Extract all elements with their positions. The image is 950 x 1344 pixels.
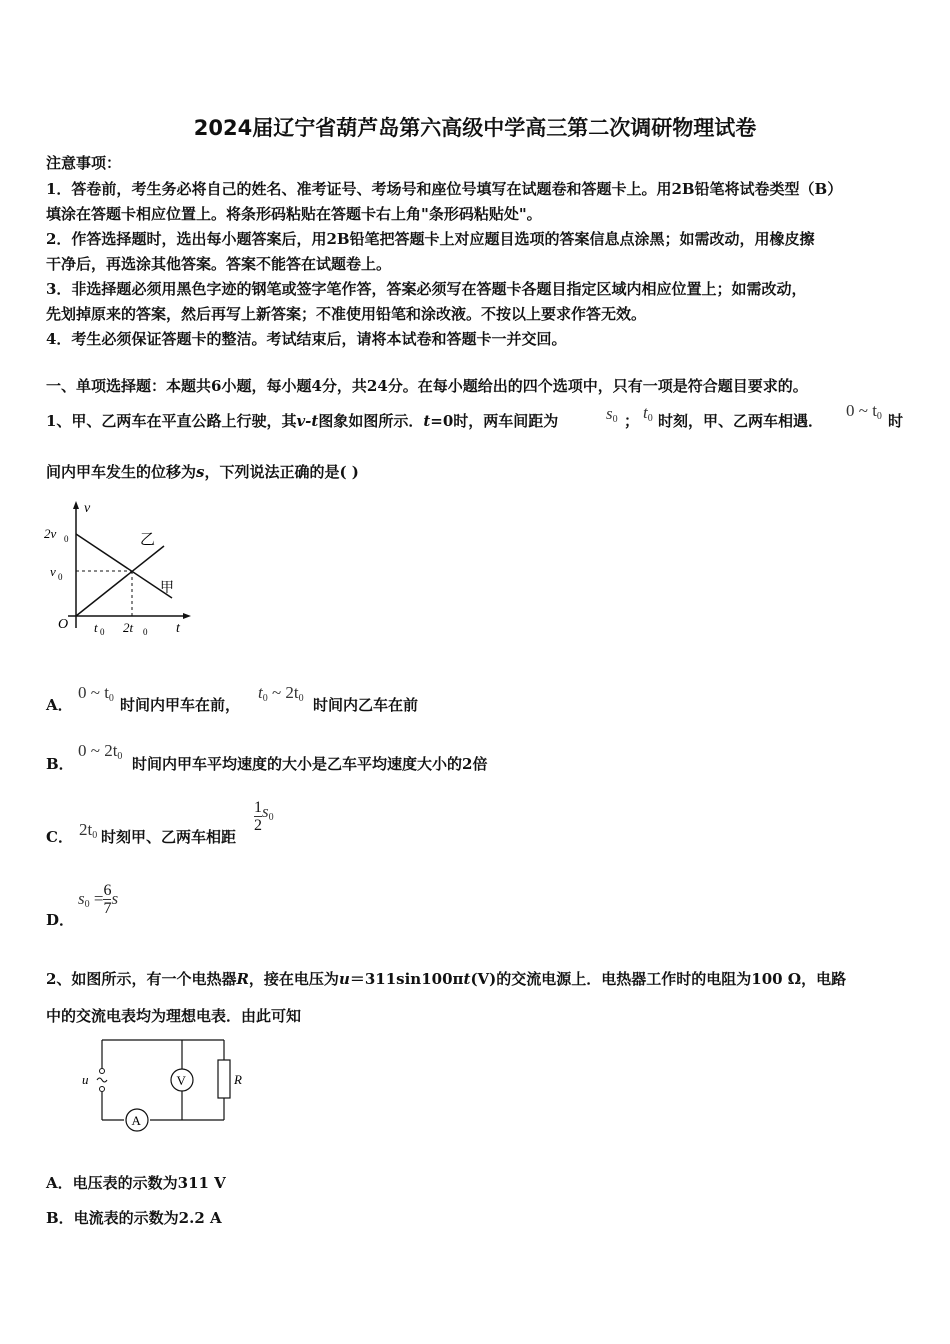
section-heading: 一、单项选择题：本题共6小题，每小题4分，共24分。在每小题给出的四个选项中，只有一项是符合题目要求的。 <box>46 377 808 395</box>
option-b-text: 时间内甲车平均速度的大小是乙车平均速度大小的2倍 <box>132 755 488 773</box>
math-2t0: $2t_0$ <box>79 820 98 841</box>
option-a-text: 时间内甲车在前， <box>120 696 241 714</box>
notice-line: 填涂在答题卡相应位置上。将条形码粘贴在答题卡右上角"条形码粘贴处"。 <box>46 205 542 223</box>
t-axis-label: t <box>176 621 180 636</box>
math-t0: $t_0$ <box>643 403 653 424</box>
tick-2v0: 2v <box>44 526 57 541</box>
resistor-label: R <box>234 1072 242 1087</box>
math-half-s0: $\frac{1}{2}$ $s_0$ <box>254 799 274 834</box>
math-s0: $s_0$ <box>606 404 618 425</box>
option-c-text: 时刻甲、乙两车相距 <box>101 828 237 846</box>
option-b-label: B． <box>46 755 74 773</box>
question-1-text: 时 <box>888 412 904 430</box>
sub: 0 <box>58 572 63 582</box>
label-yi: 乙 <box>140 532 156 548</box>
math-s0-eq: $s_0$ = $\frac{6}{7}$ s <box>78 882 119 917</box>
option-d-label: D． <box>46 911 75 929</box>
notice-line: 2．作答选择题时，选出每小题答案后，用2B铅笔把答题卡上对应题目选项的答案信息点涂黑；如需改动，用橡皮擦 <box>46 230 815 248</box>
question-2-line-2: 中的交流电表均为理想电表．由此可知 <box>46 1007 302 1025</box>
notice-line: 1．答卷前，考生务必将自己的姓名、准考证号、考场号和座位号填写在试题卷和答题卡上。用2B铅笔将试卷类型（B） <box>46 180 843 198</box>
math-0-2t0: 0 ~ $2t_0$ <box>78 741 123 762</box>
tick-v0: v <box>50 564 56 579</box>
t-axis-arrow <box>183 613 191 619</box>
v-axis-label: v <box>84 501 91 516</box>
page-title: 2024届辽宁省葫芦岛第六高级中学高三第二次调研物理试卷 <box>193 116 757 140</box>
option-a-text: 时间内乙车在前 <box>313 696 419 714</box>
terminal <box>100 1069 105 1074</box>
sub: 0 <box>100 627 105 637</box>
sub: 0 <box>64 534 69 544</box>
terminal <box>100 1087 105 1092</box>
circuit-diagram <box>78 1036 248 1136</box>
source-label: u <box>82 1072 89 1087</box>
question-1-line-1: 1、甲、乙两车在平直公路上行驶，其v-t图象如图所示．t=0时，两车间距为 <box>46 412 559 430</box>
tick-t0: t <box>94 620 98 635</box>
v-axis-arrow <box>73 501 79 509</box>
voltmeter-label: V <box>176 1073 186 1088</box>
option-2b: B．电流表的示数为2.2 A <box>46 1209 222 1227</box>
ac-source-icon <box>97 1078 107 1082</box>
question-1-text: 时刻，甲、乙两车相遇． <box>658 412 824 430</box>
notice-line: 干净后，再选涂其他答案。答案不能答在试题卷上。 <box>46 255 392 273</box>
ammeter-label: A <box>131 1113 141 1128</box>
vt-graph <box>44 498 194 638</box>
math-t0-2t0: $t_0$ ~ $2t_0$ <box>258 683 304 704</box>
math-0-t0: 0 ~ $t_0$ <box>846 401 882 422</box>
line-jia <box>76 534 172 598</box>
line-yi <box>76 546 164 616</box>
sub: 0 <box>143 627 148 637</box>
label-jia: 甲 <box>160 581 174 596</box>
notice-line: 3．非选择题必须用黑色字迹的钢笔或签字笔作答，答案必须写在答题卡各题目指定区域内相应位置上；如需改动， <box>46 280 807 298</box>
punctuation: ； <box>624 412 640 430</box>
notice-line: 先划掉原来的答案，然后再写上新答案；不准使用铅笔和涂改液。不按以上要求作答无效。 <box>46 305 647 323</box>
question-1-line-2: 间内甲车发生的位移为s，下列说法正确的是( ) <box>46 463 359 481</box>
math-0-t0: 0 ~ $t_0$ <box>78 683 114 704</box>
resistor <box>218 1060 230 1098</box>
notice-heading: 注意事项： <box>46 154 122 172</box>
origin-label: O <box>58 617 69 632</box>
tick-2t0: 2t <box>123 620 134 635</box>
notice-line: 4．考生必须保证答题卡的整洁。考试结束后，请将本试卷和答题卡一并交回。 <box>46 330 567 348</box>
option-c-label: C． <box>46 828 73 846</box>
option-2a: A．电压表的示数为311 V <box>46 1174 226 1192</box>
option-a-label: A． <box>46 696 73 714</box>
question-2-line-1: 2、如图所示，有一个电热器R，接在电压为u＝311sin100πt(V)的交流电源上．电热器工作时的电阻为100 Ω，电路 <box>46 970 847 988</box>
